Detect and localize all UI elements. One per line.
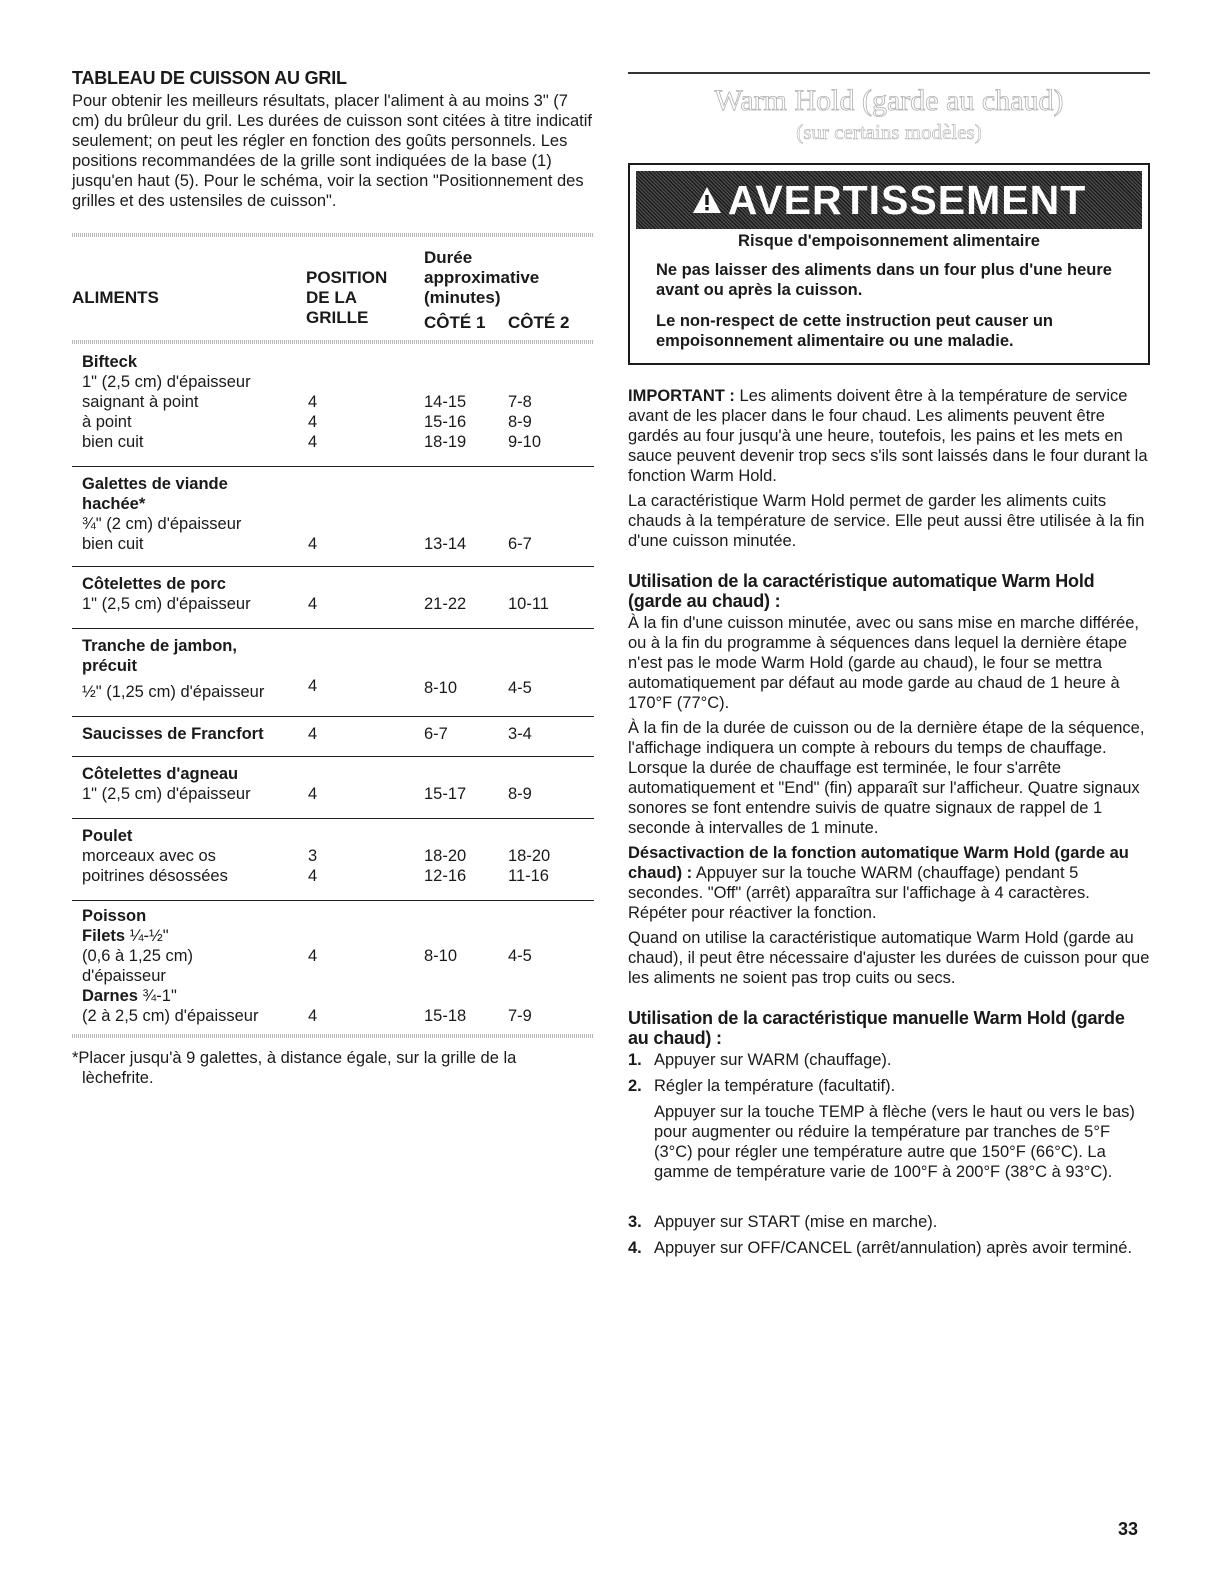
warning-box: [628, 163, 1150, 365]
row-label: bien cuit: [82, 433, 144, 451]
row-label: 1" (2,5 cm) d'épaisseur: [82, 785, 251, 803]
food-group-frankfurters: [72, 716, 594, 757]
food-group-chicken: [72, 818, 594, 901]
food-name: Galettes de viande: [82, 475, 228, 493]
row-position: 4: [308, 1007, 318, 1025]
row-side1: 8-10: [424, 679, 458, 697]
row-side2: 6-7: [508, 535, 532, 553]
row-position: 4: [308, 595, 318, 613]
table-header-rule: [72, 340, 594, 344]
row-side1: 18-20: [424, 847, 467, 865]
fish-fillets-label: Filets ¼-½": [82, 927, 169, 945]
feature-description: La caractéristique Warm Hold permet de garder les aliments cuits chauds à la température de service. Elle peut aussi être utilisée à la fin d'une cuisson minutée.: [628, 492, 1145, 550]
page-number: 33: [1118, 1519, 1139, 1539]
food-thickness: ¾" (2 cm) d'épaisseur: [82, 515, 242, 533]
food-name: Bifteck: [82, 353, 138, 371]
food-name: Poisson: [82, 907, 147, 925]
row-label: Saucisses de Francfort: [82, 725, 264, 743]
step-number: 3.: [628, 1213, 642, 1231]
row-side1: 8-10: [424, 947, 458, 965]
step-number: 4.: [628, 1239, 642, 1257]
row-label: à point: [82, 413, 132, 431]
row-side2: 7-9: [508, 1007, 532, 1025]
food-name: hachée*: [82, 495, 146, 513]
step-number: 1.: [628, 1051, 642, 1069]
row-side1: 13-14: [424, 535, 467, 553]
step-number: 2.: [628, 1077, 642, 1095]
row-side2: 8-9: [508, 785, 532, 803]
adjust-note: Quand on utilise la caractéristique automatique Warm Hold (garde au chaud), il peut être nécessaire d'ajuster les durées de cuisson pour que les aliments ne soient pas trop cuits ou secs.: [628, 929, 1150, 987]
step-text: Appuyer sur OFF/CANCEL (arrêt/annulation) après avoir terminé.: [654, 1239, 1133, 1257]
auto-warm-hold-text: À la fin d'une cuisson minutée, avec ou sans mise en marche différée, ou à la fin du programme à séquences dans lequel la dernière étape n'est pas le mode Warm Hold (garde au chaud), le four se mettra automatiquement par défaut au mode garde au chaud de 1 heure à 170°F (77°C).: [628, 614, 1139, 712]
food-group-patties: [72, 466, 594, 567]
food-group-pork-chops: [72, 566, 594, 629]
row-side2: 11-16: [508, 867, 549, 885]
warning-triangle-icon: [692, 186, 722, 214]
row-position: 4: [308, 725, 318, 743]
row-position: 4: [308, 677, 318, 695]
row-position: 4: [308, 785, 318, 803]
broiling-chart-title: TABLEAU DE CUISSON AU GRIL: [72, 68, 347, 88]
row-side2: 4-5: [508, 679, 532, 697]
row-side2: 3-4: [508, 725, 532, 743]
row-position: 4: [308, 393, 318, 411]
table-top-rule: [72, 233, 594, 237]
row-side1: 14-15: [424, 393, 467, 411]
row-label: 1" (2,5 cm) d'épaisseur: [82, 595, 251, 613]
row-side2: 9-10: [508, 433, 542, 451]
row-side1: 6-7: [424, 725, 448, 743]
auto-warm-hold-countdown: À la fin de la durée de cuisson ou de la dernière étape de la séquence, l'affichage indiquera un compte à rebours du temps de chauffage. Lorsque la durée de chauffage est terminée, le four s'arrête automatiquement et "End" (fin) apparaît sur l'afficheur. Quatre signaux sonores se font entendre suivis de quatre signaux de rappel de 1 seconde à intervalles de 1 minute.: [628, 719, 1145, 837]
row-label: bien cuit: [82, 535, 144, 553]
warning-hazard: Risque d'empoisonnement alimentaire: [738, 232, 1040, 250]
warm-hold-subtitle: (sur certains modèles): [796, 120, 982, 144]
row-label: morceaux avec os: [82, 847, 216, 865]
row-side2: 4-5: [508, 947, 532, 965]
food-name: Poulet: [82, 827, 133, 845]
row-position: 3: [308, 847, 318, 865]
food-thickness: 1" (2,5 cm) d'épaisseur: [82, 373, 251, 391]
header-rack-position: POSITION DE LA GRILLE: [306, 268, 388, 327]
row-side1: 18-19: [424, 433, 467, 451]
row-side2: 18-20: [508, 847, 551, 865]
row-label: poitrines désossées: [82, 867, 228, 885]
row-side2: 10-11: [508, 595, 549, 613]
broiling-footnote: *Placer jusqu'à 9 galettes, à distance égale, sur la grille de la lèchefrite.: [72, 1049, 517, 1087]
food-group-lamb-chops: [72, 756, 594, 819]
row-side1: 15-16: [424, 413, 467, 431]
warning-text: Le non-respect de cette instruction peut causer un empoisonnement alimentaire ou une maladie.: [656, 312, 1053, 350]
row-label: saignant à point: [82, 393, 199, 411]
header-food: ALIMENTS: [72, 288, 159, 307]
row-side1: 15-17: [424, 785, 467, 803]
row-position: 4: [308, 867, 318, 885]
row-label: (2 à 2,5 cm) d'épaisseur: [82, 1007, 259, 1025]
step-text: Appuyer sur START (mise en marche).: [654, 1213, 938, 1231]
food-group-ham-slice: [72, 628, 594, 717]
row-position: 4: [308, 413, 318, 431]
auto-warm-hold-heading: Utilisation de la caractéristique automatique Warm Hold (garde au chaud) :: [628, 571, 1095, 611]
broiling-intro: Pour obtenir les meilleurs résultats, placer l'aliment à au moins 3" (7 cm) du brûleur du gril. Les durées de cuisson sont citées à titre indicatif seulement; on peut les régler en fonction des goûts personnels. Les positions recommandées de la grille sont indiquées de la base (1) jusqu'en haut (5). Pour le schéma, voir la section "Positionnement des grilles et des ustensiles de cuisson".: [72, 92, 593, 210]
row-position: 4: [308, 433, 318, 451]
warm-hold-title: Warm Hold (garde au chaud): [714, 84, 1064, 117]
food-name: Tranche de jambon,: [82, 637, 237, 655]
row-label: ½" (1,25 cm) d'épaisseur: [82, 683, 265, 701]
food-name: Côtelettes de porc: [82, 575, 226, 593]
section-rule: [628, 72, 1150, 74]
deactivate-instructions: Désactivaction de la fonction automatique Warm Hold (garde au chaud) : Appuyer sur la touche WARM (chauffage) pendant 5 secondes. "Off" (arrêt) apparaîtra sur l'affichage à 4 caractères. Répéter pour réactiver la fonction.: [628, 844, 1129, 922]
food-thickness: d'épaisseur: [82, 967, 166, 985]
header-side-2: CÔTÉ 2: [508, 313, 570, 332]
table-bottom-rule: [72, 1034, 594, 1038]
step-detail: Appuyer sur la touche TEMP à flèche (vers le haut ou vers le bas) pour augmenter ou réduire la température par tranches de 5°F (3°C) pour régler une température autre que 150°F (66°C). La gamme de température varie de 100°F à 200°F (38°C à 93°C).: [654, 1103, 1135, 1181]
step-text: Régler la température (facultatif).: [654, 1077, 896, 1095]
food-group-fish: [72, 900, 594, 1032]
important-note: IMPORTANT : Les aliments doivent être à la température de service avant de les placer dans le four chaud. Les aliments peuvent être gardés au four jusqu'à une heure, toutefois, les pains et les mets en sauce peuvent devenir trop secs s'ils sont laissés dans le four durant la fonction Warm Hold.: [628, 387, 1148, 485]
row-position: 4: [308, 947, 318, 965]
food-group-steak: [72, 350, 594, 467]
manual-warm-hold-heading: Utilisation de la caractéristique manuelle Warm Hold (garde au chaud) :: [628, 1008, 1125, 1048]
warning-text: Ne pas laisser des aliments dans un four plus d'une heure avant ou après la cuisson.: [656, 261, 1112, 299]
fish-steaks-label: Darnes ¾-1": [82, 987, 177, 1005]
header-duration: Durée approximative (minutes): [424, 248, 540, 307]
warning-banner: [636, 171, 1142, 229]
header-side-1: CÔTÉ 1: [424, 313, 486, 332]
step-text: Appuyer sur WARM (chauffage).: [654, 1051, 892, 1069]
row-side1: 21-22: [424, 595, 467, 613]
row-side1: 12-16: [424, 867, 467, 885]
row-side2: 8-9: [508, 413, 532, 431]
row-label: (0,6 à 1,25 cm): [82, 947, 193, 965]
warning-banner-text: AVERTISSEMENT: [727, 176, 1087, 223]
row-side2: 7-8: [508, 393, 532, 411]
row-side1: 15-18: [424, 1007, 467, 1025]
row-position: 4: [308, 535, 318, 553]
food-name: précuit: [82, 657, 138, 675]
food-name: Côtelettes d'agneau: [82, 765, 239, 783]
